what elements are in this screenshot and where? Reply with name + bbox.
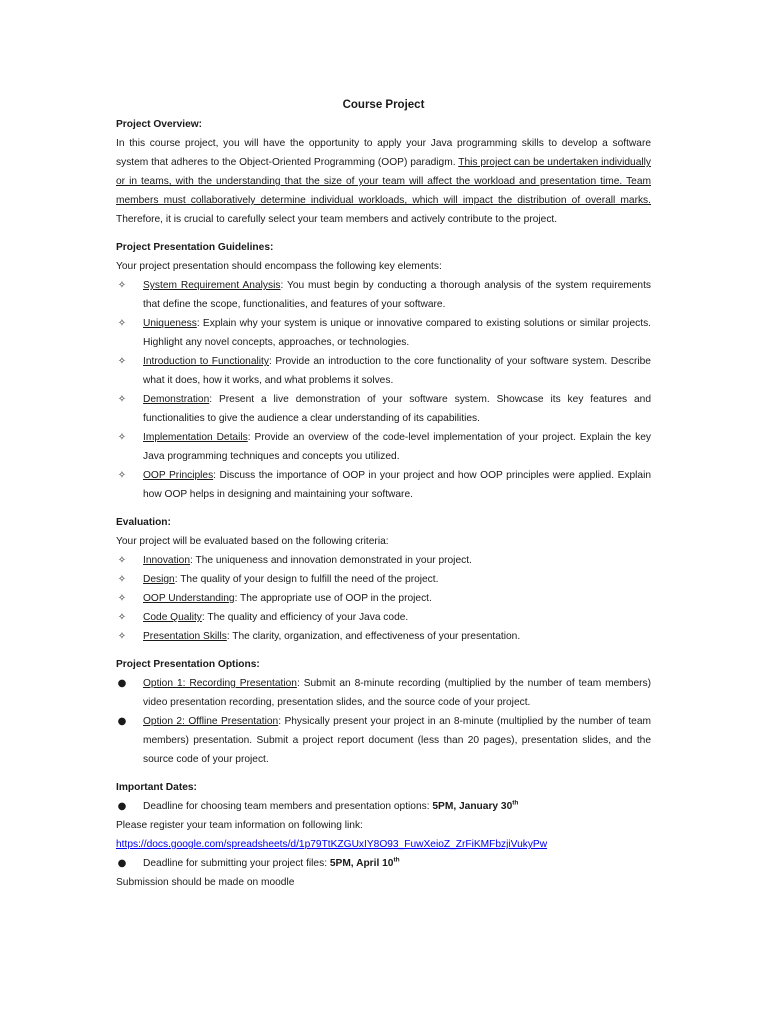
item-term: Option 1: Recording Presentation xyxy=(143,678,297,689)
list-item xyxy=(116,627,651,646)
star-bullet-icon: ✧ xyxy=(117,318,127,329)
overview-heading: Project Overview: xyxy=(116,119,203,130)
deadline-submit-text: Deadline for submitting your project files: xyxy=(143,858,330,869)
star-bullet-icon: ✧ xyxy=(117,394,127,405)
list-item xyxy=(116,570,651,589)
dot-bullet-icon: ● xyxy=(117,678,127,689)
deadline-submit-date: 5PM, April 10th xyxy=(329,856,400,869)
item-text: : Provide an overview of the code-level implementation of your project. Explain the key Java programming techniques and concepts you utilized. xyxy=(143,432,651,462)
deadline-team-text: Deadline for choosing team members and presentation options: xyxy=(143,801,433,812)
submission-note: Submission should be made on moodle xyxy=(116,877,295,888)
item-term: Uniqueness xyxy=(143,318,197,329)
list-item xyxy=(116,428,651,466)
item-term: Design xyxy=(143,574,175,585)
overview-underlined: This project can be undertaken individually or in teams, with the understanding that the size of your team will affect the workload and presentation time. Team members must collaboratively determine individual workloads, which will impact the distribution of overall marks. xyxy=(116,157,651,206)
deadline-submit xyxy=(116,854,651,873)
item-text: : The quality and efficiency of your Java code. xyxy=(201,612,409,623)
item-text: : Present a live demonstration of your software system. Showcase its key features and functionalities to give the audience a clear understanding of its capabilities. xyxy=(143,394,651,424)
guidelines-list xyxy=(116,276,651,504)
list-item xyxy=(116,608,651,627)
register-text: Please register your team information on following link: xyxy=(116,820,363,831)
evaluation-intro: Your project will be evaluated based on the following criteria: xyxy=(116,536,389,547)
dot-bullet-icon: ● xyxy=(117,858,127,869)
list-item xyxy=(116,712,651,769)
dot-bullet-icon: ● xyxy=(117,716,127,727)
item-text: : Physically present your project in an 8-minute (multiplied by the number of team members) presentation. Submit a project report document (less than 20 pages), presentation slides, and the source code of your project. xyxy=(143,716,651,765)
star-bullet-icon: ✧ xyxy=(117,470,127,481)
item-text: : Explain why your system is unique or innovative compared to existing solutions or similar projects. Highlight any novel concepts, approaches, or technologies. xyxy=(143,318,651,348)
deadline-team xyxy=(116,797,651,816)
star-bullet-icon: ✧ xyxy=(117,432,127,443)
document-page xyxy=(116,96,651,892)
item-text: : Submit an 8-minute recording (multiplied by the number of team members) video presentation recording, presentation slides, and the source code of your project. xyxy=(143,678,651,708)
list-item xyxy=(116,551,651,570)
registration-link[interactable]: https://docs.google.com/spreadsheets/d/1p79TtKZGUxIY8O93_FuwXeioZ_ZrFiKMFbzjiVukyPw xyxy=(116,839,548,850)
item-text: : Discuss the importance of OOP in your project and how OOP principles were applied. Explain how OOP helps in designing and maintaining your software. xyxy=(143,470,651,500)
overview-intro: In this course project, you will have the opportunity to apply your Java programming skills to develop a software system that adheres to the Object-Oriented Programming (OOP) paradigm. xyxy=(116,138,651,168)
overview-paragraph xyxy=(116,134,651,229)
overview-tail: Therefore, it is crucial to carefully select your team members and actively contribute to the project. xyxy=(116,214,558,225)
list-item xyxy=(116,390,651,428)
dot-bullet-icon: ● xyxy=(117,801,127,812)
dates-heading: Important Dates: xyxy=(116,782,197,793)
list-item xyxy=(116,466,651,504)
star-bullet-icon: ✧ xyxy=(117,574,127,585)
item-term: Implementation Details xyxy=(143,432,248,443)
item-text: : You must begin by conducting a thorough analysis of the system requirements that define the scope, functionalities, and features of your software. xyxy=(143,280,651,310)
options-list xyxy=(116,674,651,769)
list-item xyxy=(116,276,651,314)
evaluation-list xyxy=(116,551,651,646)
list-item xyxy=(116,314,651,352)
star-bullet-icon: ✧ xyxy=(117,631,127,642)
options-heading: Project Presentation Options: xyxy=(116,659,260,670)
item-text: : The quality of your design to fulfill the need of the project. xyxy=(174,574,439,585)
list-item xyxy=(116,589,651,608)
star-bullet-icon: ✧ xyxy=(117,593,127,604)
item-term: Innovation xyxy=(143,555,191,566)
item-term: Introduction to Functionality xyxy=(143,356,269,367)
item-term: OOP Understanding xyxy=(143,593,235,604)
list-item xyxy=(116,352,651,390)
item-term: OOP Principles xyxy=(143,470,214,481)
item-text: : The clarity, organization, and effectiveness of your presentation. xyxy=(226,631,521,642)
evaluation-heading: Evaluation: xyxy=(116,517,171,528)
item-text: : Provide an introduction to the core functionality of your software system. Describe what it does, how it works, and what problems it solves. xyxy=(143,356,651,386)
item-term: System Requirement Analysis xyxy=(143,280,281,291)
page-title: Course Project xyxy=(342,99,425,111)
registration-link-row xyxy=(116,835,651,854)
star-bullet-icon: ✧ xyxy=(117,356,127,367)
item-text: : The appropriate use of OOP in the project. xyxy=(234,593,432,604)
item-term: Option 2: Offline Presentation xyxy=(143,716,279,727)
list-item xyxy=(116,674,651,712)
star-bullet-icon: ✧ xyxy=(117,280,127,291)
guidelines-heading: Project Presentation Guidelines: xyxy=(116,242,274,253)
item-term: Demonstration xyxy=(143,394,210,405)
star-bullet-icon: ✧ xyxy=(117,555,127,566)
star-bullet-icon: ✧ xyxy=(117,612,127,623)
deadline-team-date: 5PM, January 30th xyxy=(432,799,519,812)
item-text: : The uniqueness and innovation demonstrated in your project. xyxy=(190,555,472,566)
item-term: Code Quality xyxy=(143,612,202,623)
guidelines-intro: Your project presentation should encompass the following key elements: xyxy=(116,261,442,272)
item-term: Presentation Skills xyxy=(143,631,227,642)
